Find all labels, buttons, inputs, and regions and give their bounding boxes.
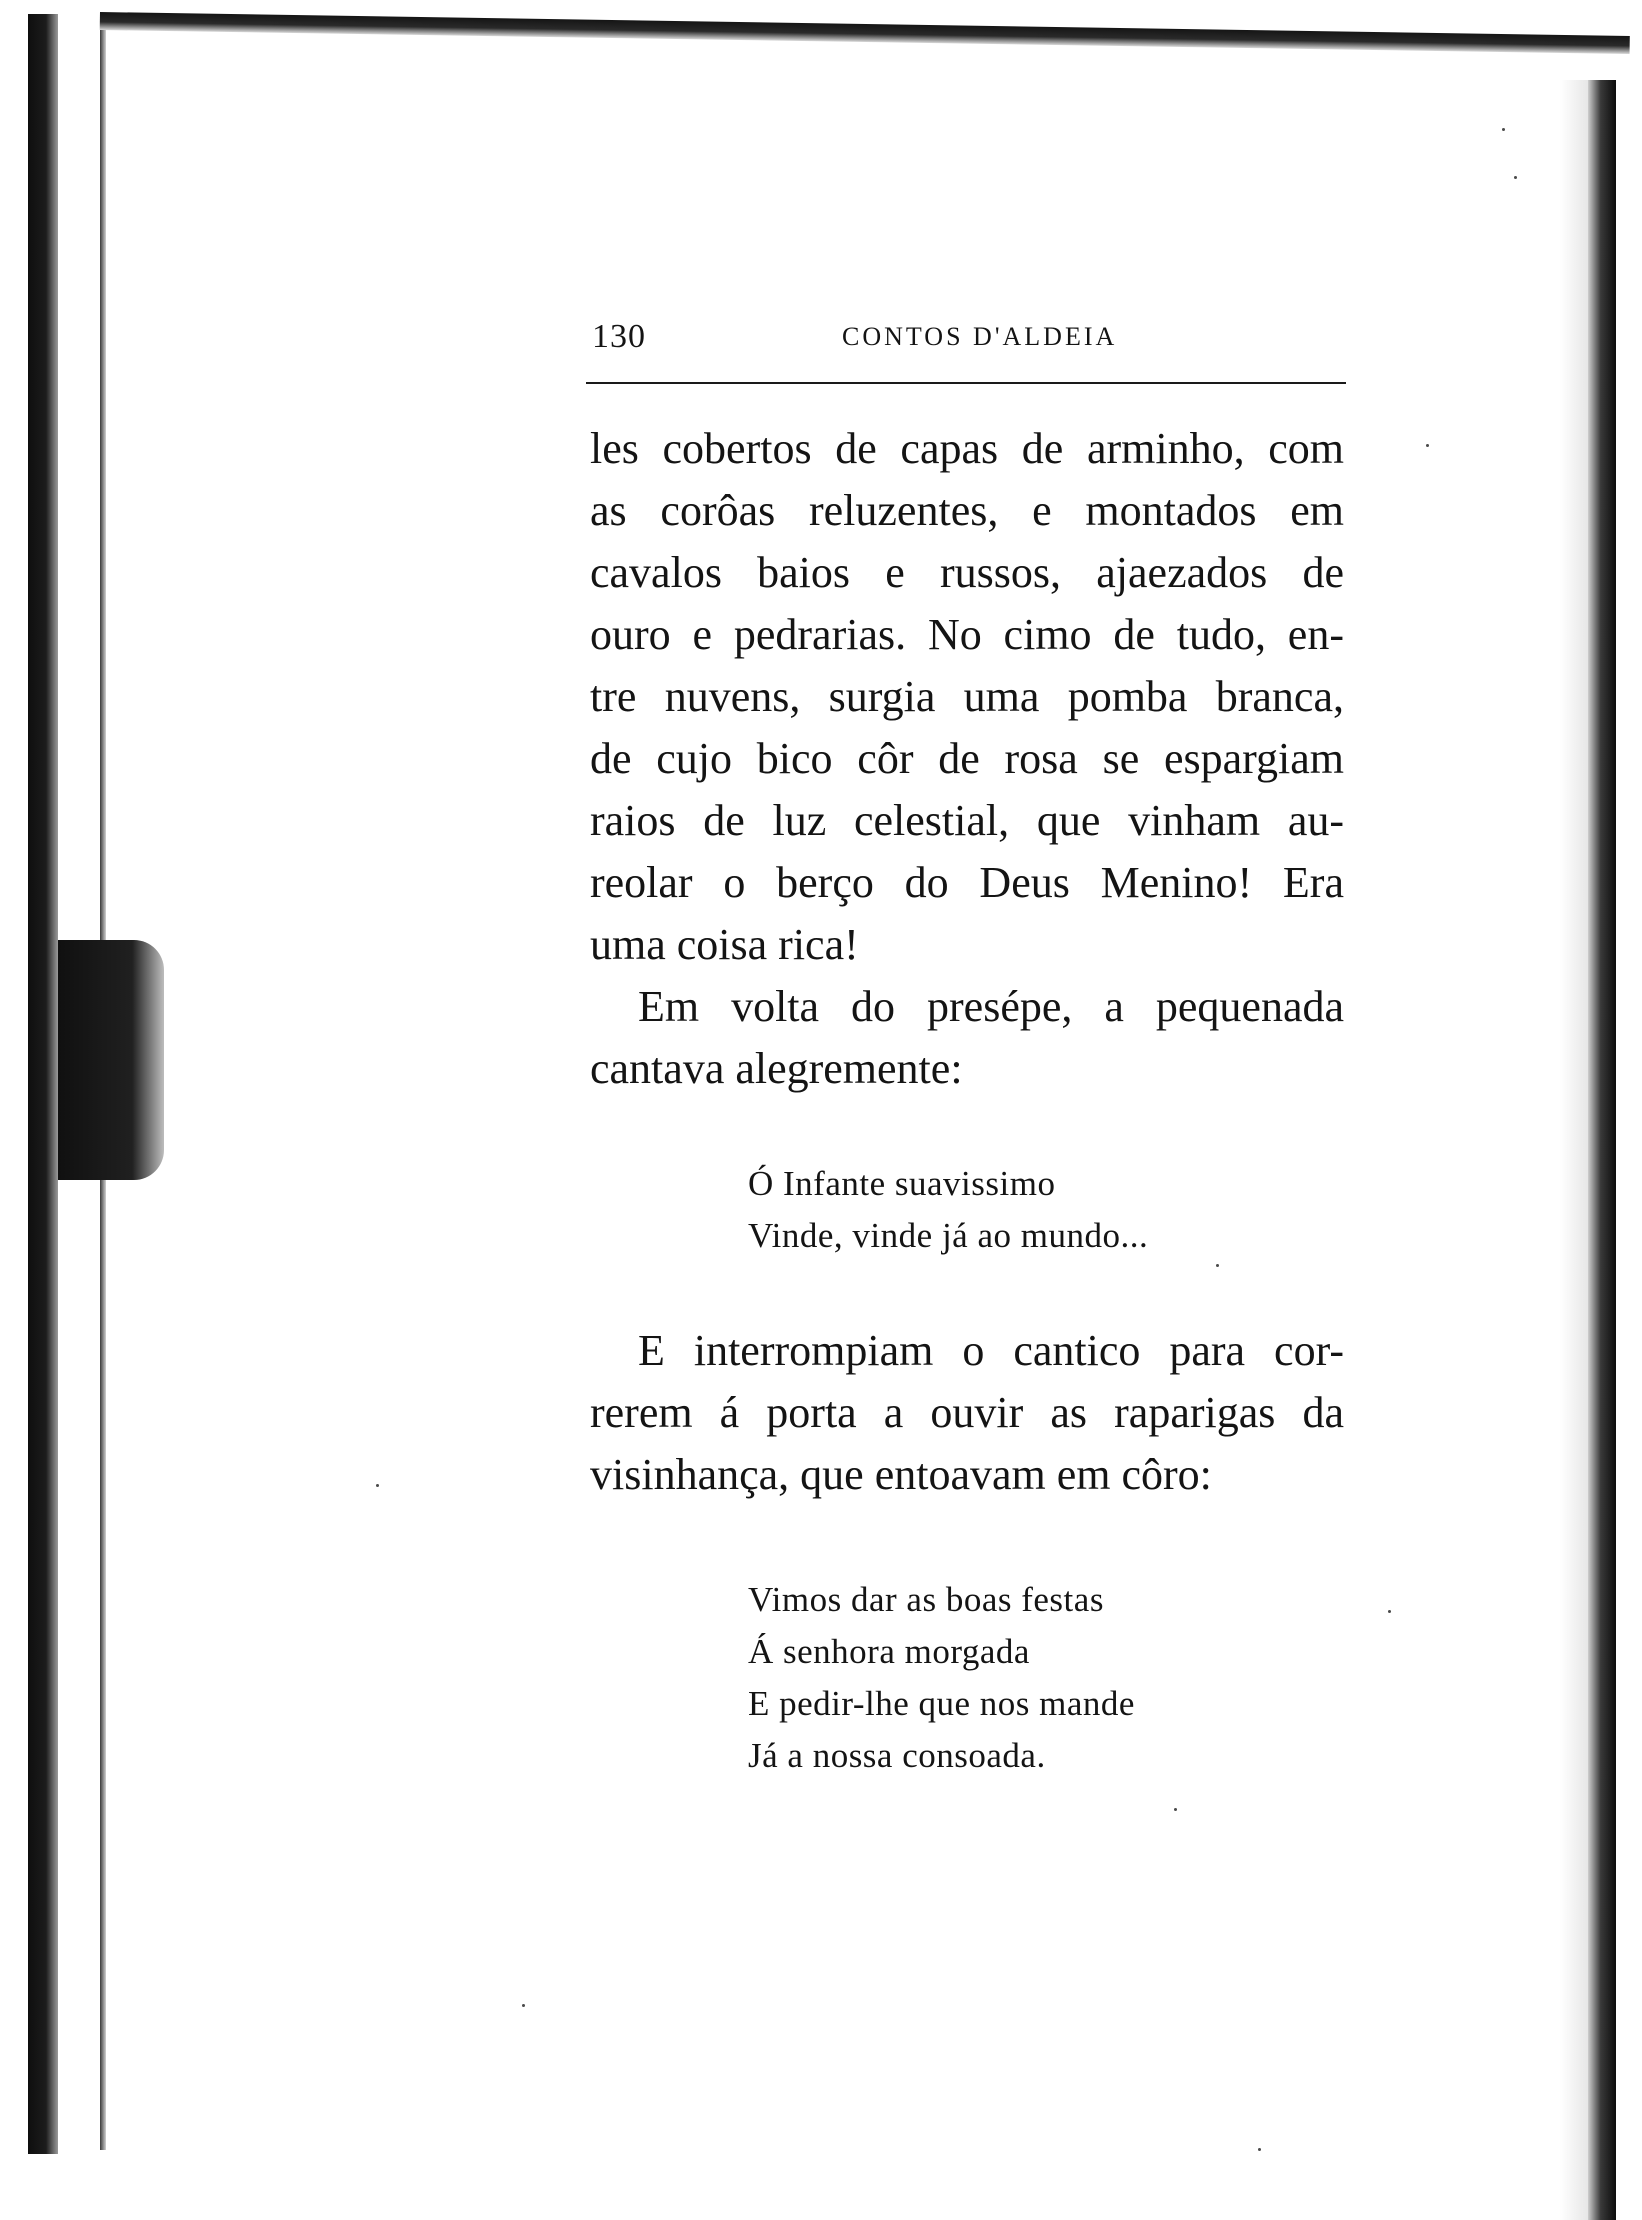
- page-edge-top: [100, 12, 1630, 54]
- text-line: de cujo bico côr de rosa se espargiam: [590, 734, 1344, 783]
- text-line: cantava alegremente:: [590, 1044, 963, 1093]
- verse-line: E pedir-lhe que nos mande: [748, 1684, 1135, 1723]
- scan-speck: [1174, 1808, 1177, 1811]
- scan-speck: [1216, 1264, 1219, 1267]
- scan-speck: [376, 1484, 379, 1487]
- page-edge-left: [28, 14, 58, 2154]
- page-edge-right: [1588, 80, 1616, 2220]
- text-line: E interrompiam o cantico para cor-: [638, 1326, 1344, 1375]
- text-line: uma coisa rica!: [590, 920, 859, 969]
- scan-speck: [522, 2004, 525, 2007]
- verse-line: Ó Infante suavissimo: [748, 1164, 1056, 1203]
- header-rule: [586, 382, 1346, 384]
- running-title: CONTOS D'ALDEIA: [842, 322, 1118, 351]
- text-line: tre nuvens, surgia uma pomba branca,: [590, 672, 1344, 721]
- text-line: cavalos baios e russos, ajaezados de: [590, 548, 1344, 597]
- text-line: rerem á porta a ouvir as raparigas da: [590, 1388, 1344, 1437]
- scan-speck: [1426, 444, 1429, 447]
- scan-speck: [1388, 1610, 1391, 1613]
- verse-line: Já a nossa consoada.: [748, 1736, 1046, 1775]
- scan-speck: [1502, 128, 1505, 131]
- page-number: 130: [592, 318, 646, 355]
- text-line: raios de luz celestial, que vinham au-: [590, 796, 1344, 845]
- text-line: visinhança, que entoavam em côro:: [590, 1450, 1212, 1499]
- binding-shadow: [58, 940, 164, 1180]
- text-line: Em volta do presépe, a pequenada: [638, 982, 1344, 1031]
- verse-line: Vinde, vinde já ao mundo...: [748, 1216, 1149, 1255]
- page-edge-right-shade: [1560, 80, 1590, 2220]
- scan-speck: [1514, 176, 1517, 179]
- text-line: as corôas reluzentes, e montados em: [590, 486, 1344, 535]
- text-line: ouro e pedrarias. No cimo de tudo, en-: [590, 610, 1344, 659]
- running-head: [586, 318, 1346, 368]
- text-line: reolar o berço do Deus Menino! Era: [590, 858, 1344, 907]
- verse-line: Vimos dar as boas festas: [748, 1580, 1104, 1619]
- verse-line: Á senhora morgada: [748, 1632, 1030, 1671]
- text-line: les cobertos de capas de arminho, com: [590, 424, 1344, 473]
- scan-speck: [1258, 2148, 1261, 2151]
